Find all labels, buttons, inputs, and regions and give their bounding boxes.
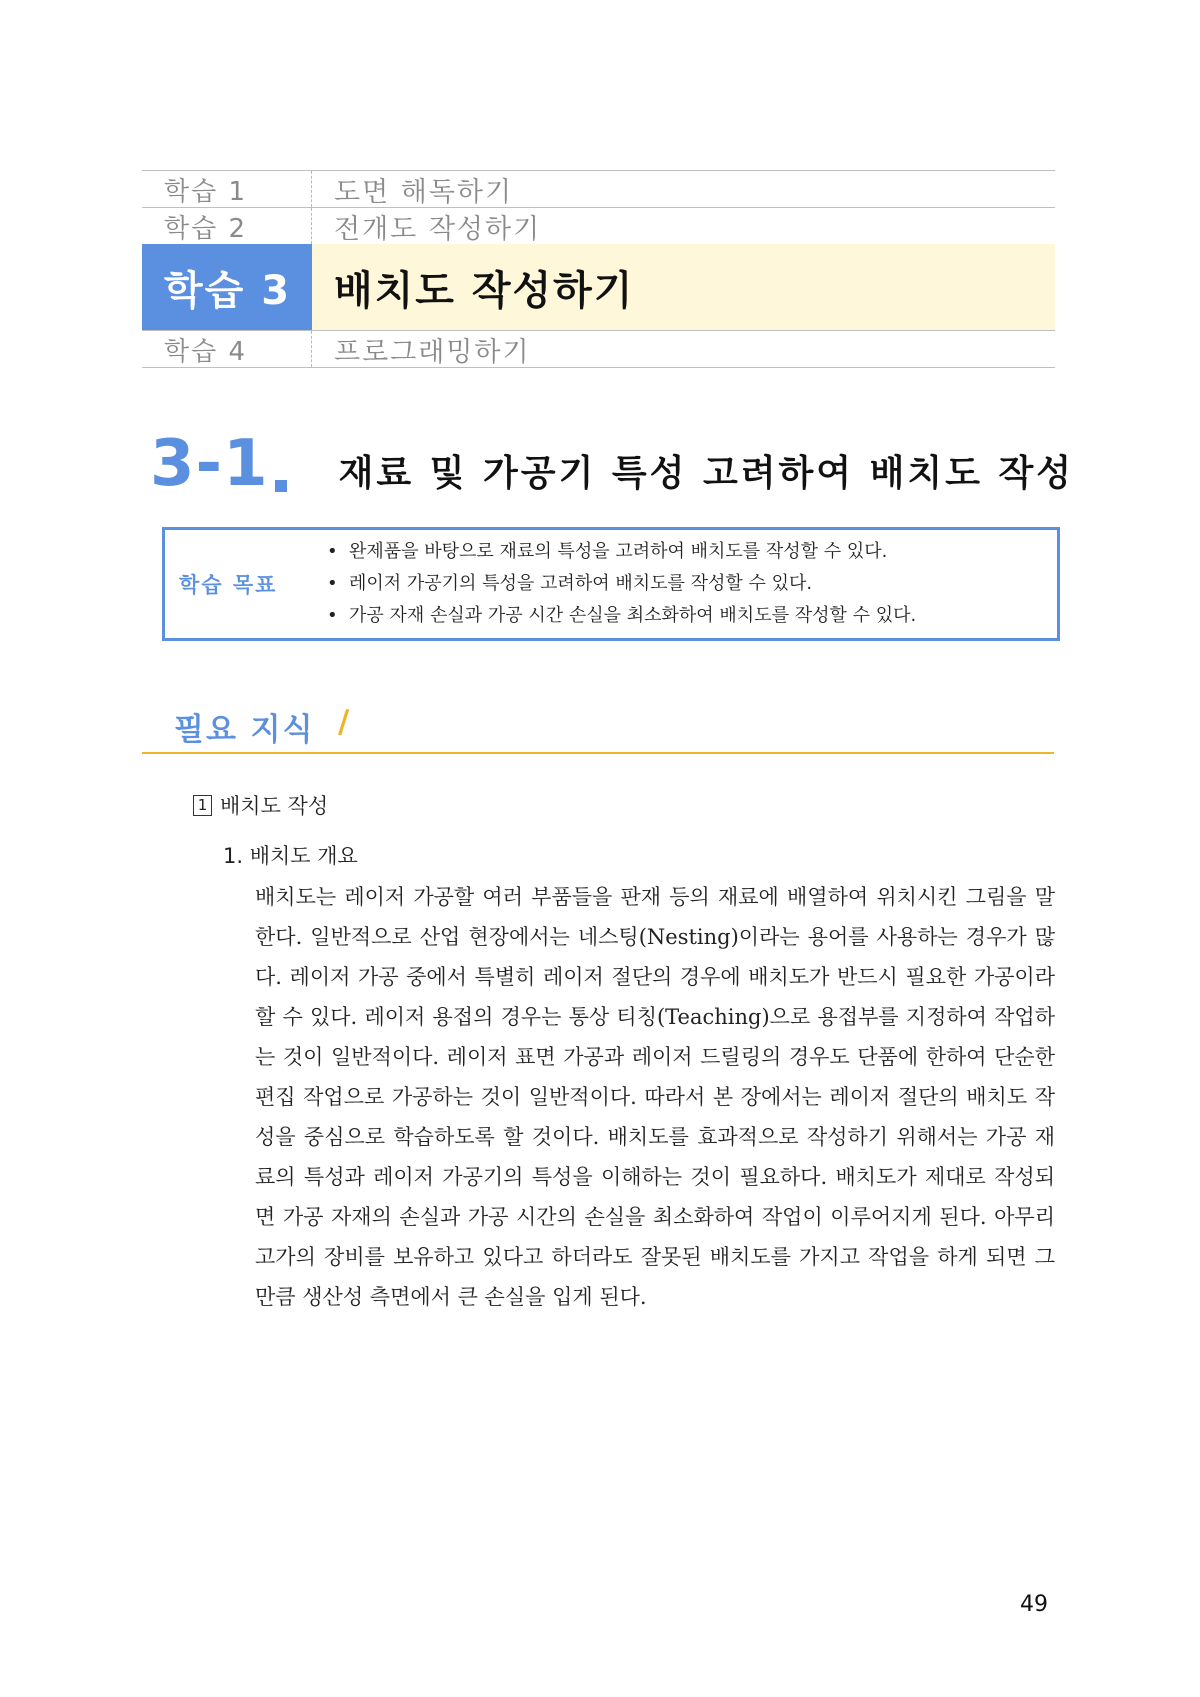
required-knowledge-header: [142, 702, 1054, 754]
content-item-title: 배치도 작성: [220, 794, 329, 818]
bullet-icon: •: [327, 573, 338, 594]
bullet-icon: •: [327, 541, 338, 562]
section-number: 3-1: [150, 427, 269, 501]
slash-decoration: /: [338, 704, 350, 740]
body-paragraph: 배치도는 레이저 가공할 여러 부품들을 판재 등의 재료에 배열하여 위치시킨 그림을 말한다. 일반적으로 산업 현장에서는 네스팅(Nesting)이라는 용어를 사용하는 경우가 많다. 레이저 가공 중에서 특별히 레이저 절단의 경우에 배치도가 반드시 필요한 가공이라 할 수 있다. 레이저 용접의 경우는 통상 티칭(Teaching)으로 용접부를 지정하여 작업하는 것이 일반적이다. 레이저 표면 가공과 레이저 드릴링의 경우도 단품에 한하여 단순한 편집 작업으로 가공하는 것이 일반적이다. 따라서 본 장에서는 레이저 절단의 배치도 작성을 중심으로 학습하도록 할 것이다. 배치도를 효과적으로 작성하기 위해서는 가공 재료의 특성과 레이저 가공기의 특성을 이해하는 것이 필요하다. 배치도가 제대로 작성되면 가공 자재의 손실과 가공 시간의 손실을 최소화하여 작업이 이루어지게 된다. 아무리 고가의 장비를 보유하고 있다고 하더라도 잘못된 배치도를 가지고 작업을 하게 되면 그만큼 생산성 측면에서 큰 손실을 입게 된다.: [255, 885, 1055, 1309]
objective-item: [325, 536, 916, 568]
unit-label: 학습 1: [142, 171, 312, 207]
page-number: 49: [1020, 1592, 1048, 1617]
bullet-icon: •: [327, 605, 338, 626]
required-knowledge-title: 필요 지식: [174, 712, 315, 748]
objective-item: [325, 600, 916, 632]
content-subitem-heading: 1. 배치도 개요: [223, 844, 358, 868]
content-item-heading: [193, 790, 328, 820]
objective-item: [325, 568, 916, 600]
unit-label: 학습 4: [142, 331, 312, 367]
unit-label: 학습 2: [142, 208, 312, 244]
objective-text: 레이저 가공기의 특성을 고려하여 배치도를 작성할 수 있다.: [349, 573, 813, 594]
unit-title: 도면 해독하기: [334, 176, 514, 208]
unit-title: 프로그래밍하기: [334, 336, 531, 368]
objectives-label: 학습 목표: [179, 573, 278, 597]
section-title: 재료 및 가공기 특성 고려하여 배치도 작성: [338, 453, 1075, 494]
objective-text: 완제품을 바탕으로 재료의 특성을 고려하여 배치도를 작성할 수 있다.: [349, 541, 888, 562]
unit-label-current: 학습 3: [142, 244, 312, 330]
objectives-list: [325, 536, 916, 632]
unit-row-1: [142, 170, 1055, 207]
unit-title: 전개도 작성하기: [334, 213, 542, 245]
learning-units-table: [142, 170, 1055, 368]
objective-text: 가공 자재 손실과 가공 시간 손실을 최소화하여 배치도를 작성할 수 있다.: [349, 605, 917, 626]
unit-row-3-current: [142, 244, 1055, 330]
section-heading: [150, 427, 1075, 501]
unit-row-2: [142, 207, 1055, 244]
unit-row-4: [142, 330, 1055, 368]
learning-objectives-box: [162, 527, 1060, 641]
unit-title-current: 배치도 작성하기: [312, 244, 1055, 330]
section-number-dot: [275, 480, 287, 492]
boxed-number: 1: [193, 795, 212, 816]
